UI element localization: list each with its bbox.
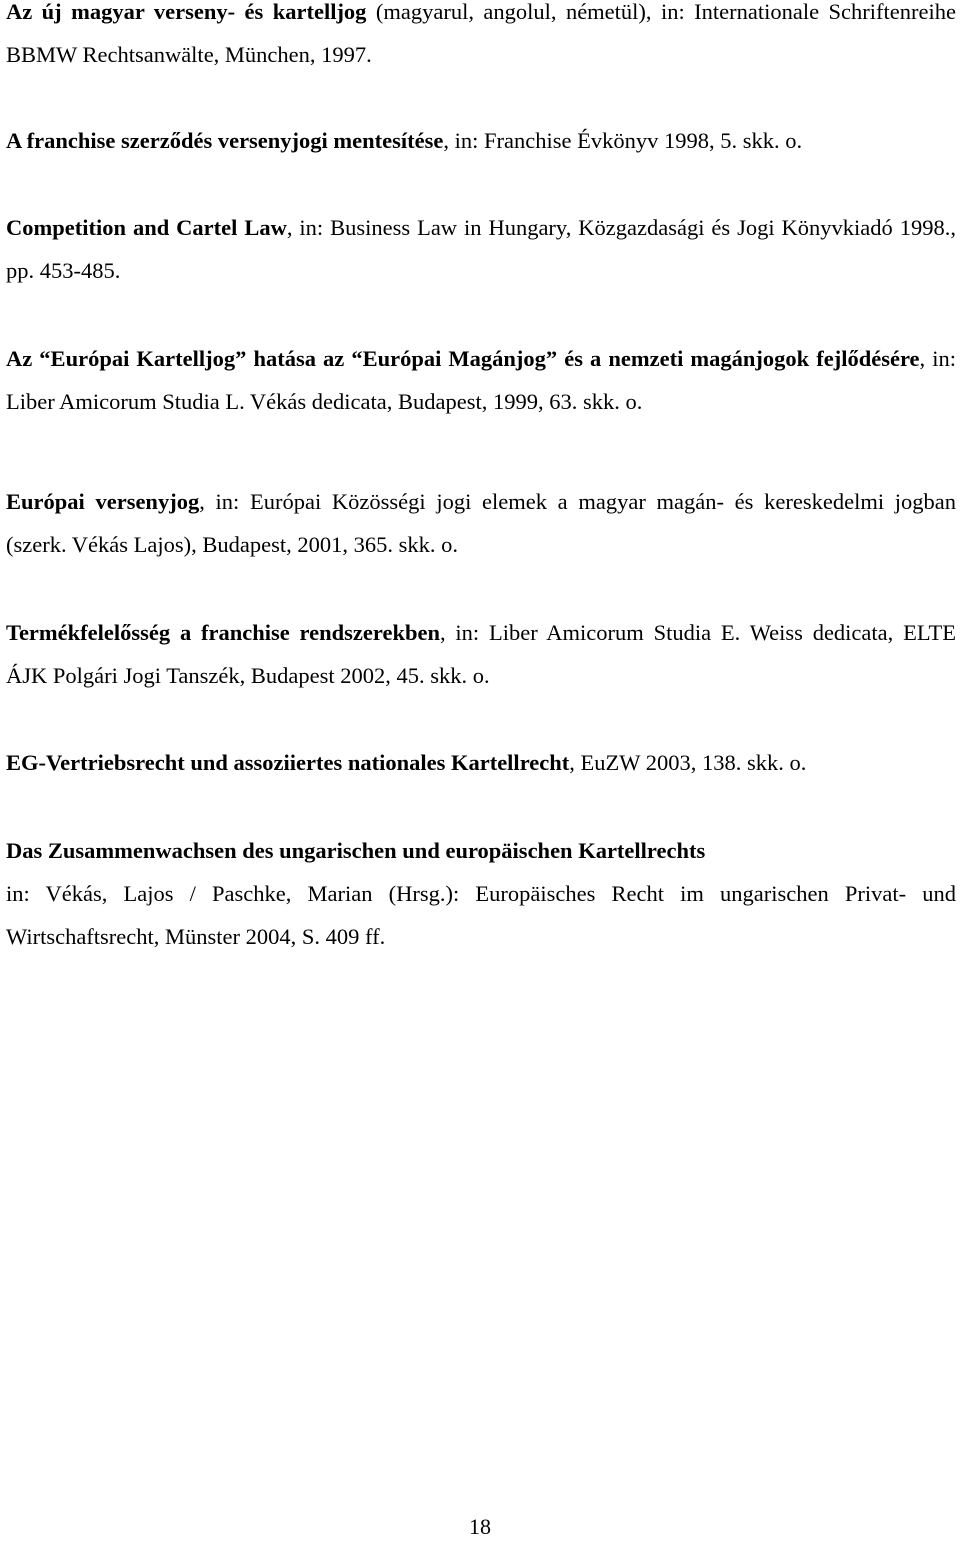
- entry-title: Termékfelelősség a franchise rendszerekben: [6, 620, 440, 645]
- entry-details: , in: Business Law in Hungary, Közgazdasági és Jogi Könyvkiadó 1998., pp. 453-485.: [6, 215, 956, 283]
- bibliography-entry: [6, 119, 956, 162]
- entry-details: (magyarul, angolul, németül), in: Internationale Schriftenreihe BBMW Rechtsanwälte, München, 1997.: [6, 0, 956, 67]
- entry-title: EG-Vertriebsrecht und assoziiertes nationales Kartellrecht: [6, 750, 570, 775]
- bibliography-entry: [6, 480, 956, 566]
- bibliography-entry: [6, 337, 956, 423]
- entry-title: Az új magyar verseny- és kartelljog: [6, 0, 367, 24]
- entry-title: Európai versenyjog: [6, 489, 200, 514]
- bibliography-entry: [6, 741, 956, 784]
- entry-title: A franchise szerződés versenyjogi mentesítése: [6, 128, 444, 153]
- entry-title: Das Zusammenwachsen des ungarischen und europäischen Kartellrechts: [6, 838, 706, 863]
- page-number: 18: [469, 1514, 491, 1539]
- entry-details: , in: Liber Amicorum Studia L. Vékás dedicata, Budapest, 1999, 63. skk. o.: [6, 346, 956, 414]
- entry-details: , in: Liber Amicorum Studia E. Weiss dedicata, ELTE ÁJK Polgári Jogi Tanszék, Budapest 2002, 45. skk. o.: [6, 620, 956, 688]
- entry-title: Az “Európai Kartelljog” hatása az “Európai Magánjog” és a nemzeti magánjogok fejlődésére: [6, 346, 920, 371]
- entry-title: Competition and Cartel Law: [6, 215, 287, 240]
- bibliography-entry: [6, 0, 956, 76]
- bibliography-entry: [6, 206, 956, 292]
- entry-details: , EuZW 2003, 138. skk. o.: [569, 750, 807, 775]
- entry-details: in: Vékás, Lajos / Paschke, Marian (Hrsg.): Europäisches Recht im ungarischen Privat- und Wirtschaftsrecht, Münster 2004, S. 409 ff.: [6, 881, 956, 949]
- entry-details: , in: Európai Közösségi jogi elemek a magyar magán- és kereskedelmi jogban (szerk. Vékás Lajos), Budapest, 2001, 365. skk. o.: [6, 489, 957, 557]
- entry-details: , in: Franchise Évkönyv 1998, 5. skk. o.: [443, 128, 803, 153]
- bibliography-entry: [6, 829, 956, 958]
- bibliography-entry: [6, 611, 956, 697]
